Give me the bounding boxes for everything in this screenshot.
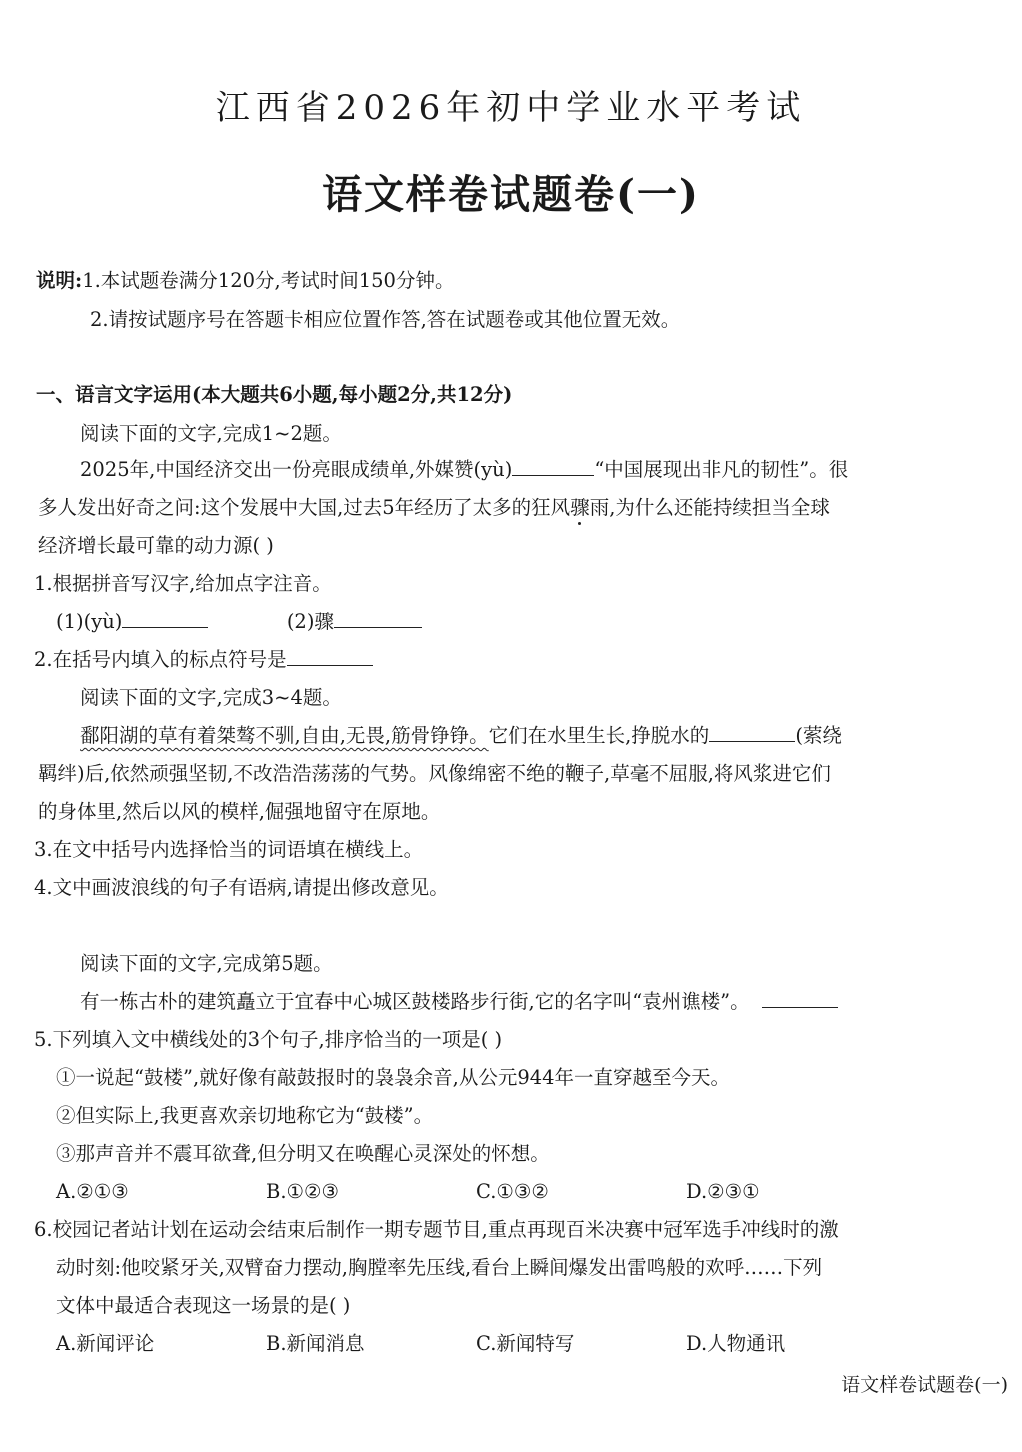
option-c: C.①③② — [476, 1180, 549, 1203]
passage3-line-1: 有一栋古朴的建筑矗立于宜春中心城区鼓楼路步行街,它的名字叫“袁州谯楼”。 — [80, 987, 838, 1017]
option-b: B.①②③ — [266, 1180, 339, 1203]
question-6-line-2: 动时刻:他咬紧牙关,双臂奋力摆动,胸膛率先压线,看台上瞬间爆发出雷鸣般的欢呼……下列 — [56, 1256, 823, 1279]
option-c: C.新闻特写 — [476, 1332, 575, 1355]
question-1-parts — [56, 607, 422, 637]
question-5: 5.下列填入文中横线处的3个句子,排序恰当的一项是( ) — [34, 1028, 503, 1051]
question-5-sentence-3: ③那声音并不震耳欲聋,但分明又在唤醒心灵深处的怀想。 — [56, 1142, 550, 1165]
answer-blank — [762, 989, 838, 1008]
question-1-part-2: (2)骤 — [286, 610, 334, 633]
question-2: 2.在括号内填入的标点符号是 — [34, 645, 373, 675]
answer-blank — [122, 609, 208, 628]
option-a: A.②①③ — [56, 1180, 129, 1203]
question-1-part-1: (1)(yù) — [56, 610, 123, 633]
exam-title: 江西省2026年初中学业水平考试 — [215, 88, 807, 128]
section-heading: 一、语言文字运用(本大题共6小题,每小题2分,共12分) — [36, 383, 513, 406]
wavy-underlined-sentence: 鄱阳湖的草有着桀骜不驯,自由,无畏,筋骨铮铮。 — [80, 724, 489, 747]
notes-item-2: 2.请按试题序号在答题卡相应位置作答,答在试题卷或其他位置无效。 — [90, 308, 681, 331]
reading-intro-1-2: 阅读下面的文字,完成1~2题。 — [80, 422, 342, 445]
notes-item-1: 1.本试题卷满分120分,考试时间150分钟。 — [82, 269, 455, 292]
question-1: 1.根据拼音写汉字,给加点字注音。 — [34, 572, 332, 595]
question-5-options — [56, 1177, 956, 1207]
page-footer: 语文样卷试题卷(一) — [841, 1374, 1008, 1396]
passage2-line-3: 的身体里,然后以风的模样,倔强地留守在原地。 — [38, 800, 441, 823]
dotted-character: 骤 — [570, 496, 590, 519]
answer-blank — [512, 457, 594, 476]
passage1-line-1: 2025年,中国经济交出一份亮眼成绩单,外媒赞(yù) “中国展现出非凡的韧性”。很 — [80, 458, 849, 481]
question-6-line-3: 文体中最适合表现这一场景的是( ) — [56, 1294, 351, 1317]
option-d: D.人物通讯 — [686, 1332, 786, 1355]
paper-subtitle: 语文样卷试题卷(一) — [322, 171, 700, 218]
question-6-options — [56, 1329, 956, 1359]
question-3: 3.在文中括号内选择恰当的词语填在横线上。 — [34, 838, 424, 861]
option-b: B.新闻消息 — [266, 1332, 365, 1355]
answer-blank — [287, 647, 373, 666]
option-a: A.新闻评论 — [56, 1332, 155, 1355]
notes-label: 说明: — [36, 269, 83, 292]
question-4: 4.文中画波浪线的句子有语病,请提出修改意见。 — [34, 876, 449, 899]
passage1-line-3: 经济增长最可靠的动力源( ) — [38, 534, 274, 557]
question-6-line-1: 6.校园记者站计划在运动会结束后制作一期专题节目,重点再现百米决赛中冠军选手冲线时的激 — [34, 1218, 839, 1241]
passage2-line-1: 鄱阳湖的草有着桀骜不驯,自由,无畏,筋骨铮铮。它们在水里生长,挣脱水的 (萦绕 — [80, 724, 842, 747]
question-5-sentence-1: ①一说起“鼓楼”,就好像有敲鼓报时的袅袅余音,从公元944年一直穿越至今天。 — [56, 1066, 731, 1089]
answer-blank — [334, 609, 422, 628]
passage1-line-2: 多人发出好奇之问:这个发展中大国,过去5年经历了太多的狂风骤雨,为什么还能持续担当全球 — [38, 496, 830, 519]
option-d: D.②③① — [686, 1180, 760, 1203]
reading-intro-5: 阅读下面的文字,完成第5题。 — [80, 952, 333, 975]
question-5-sentence-2: ②但实际上,我更喜欢亲切地称它为“鼓楼”。 — [56, 1104, 434, 1127]
passage2-line-2: 羁绊)后,依然顽强坚韧,不改浩浩荡荡的气势。风像绵密不绝的鞭子,草毫不屈服,将风浆进它们 — [38, 762, 831, 785]
notes-line-1 — [36, 266, 454, 296]
reading-intro-3-4: 阅读下面的文字,完成3~4题。 — [80, 686, 342, 709]
answer-blank — [709, 723, 795, 742]
